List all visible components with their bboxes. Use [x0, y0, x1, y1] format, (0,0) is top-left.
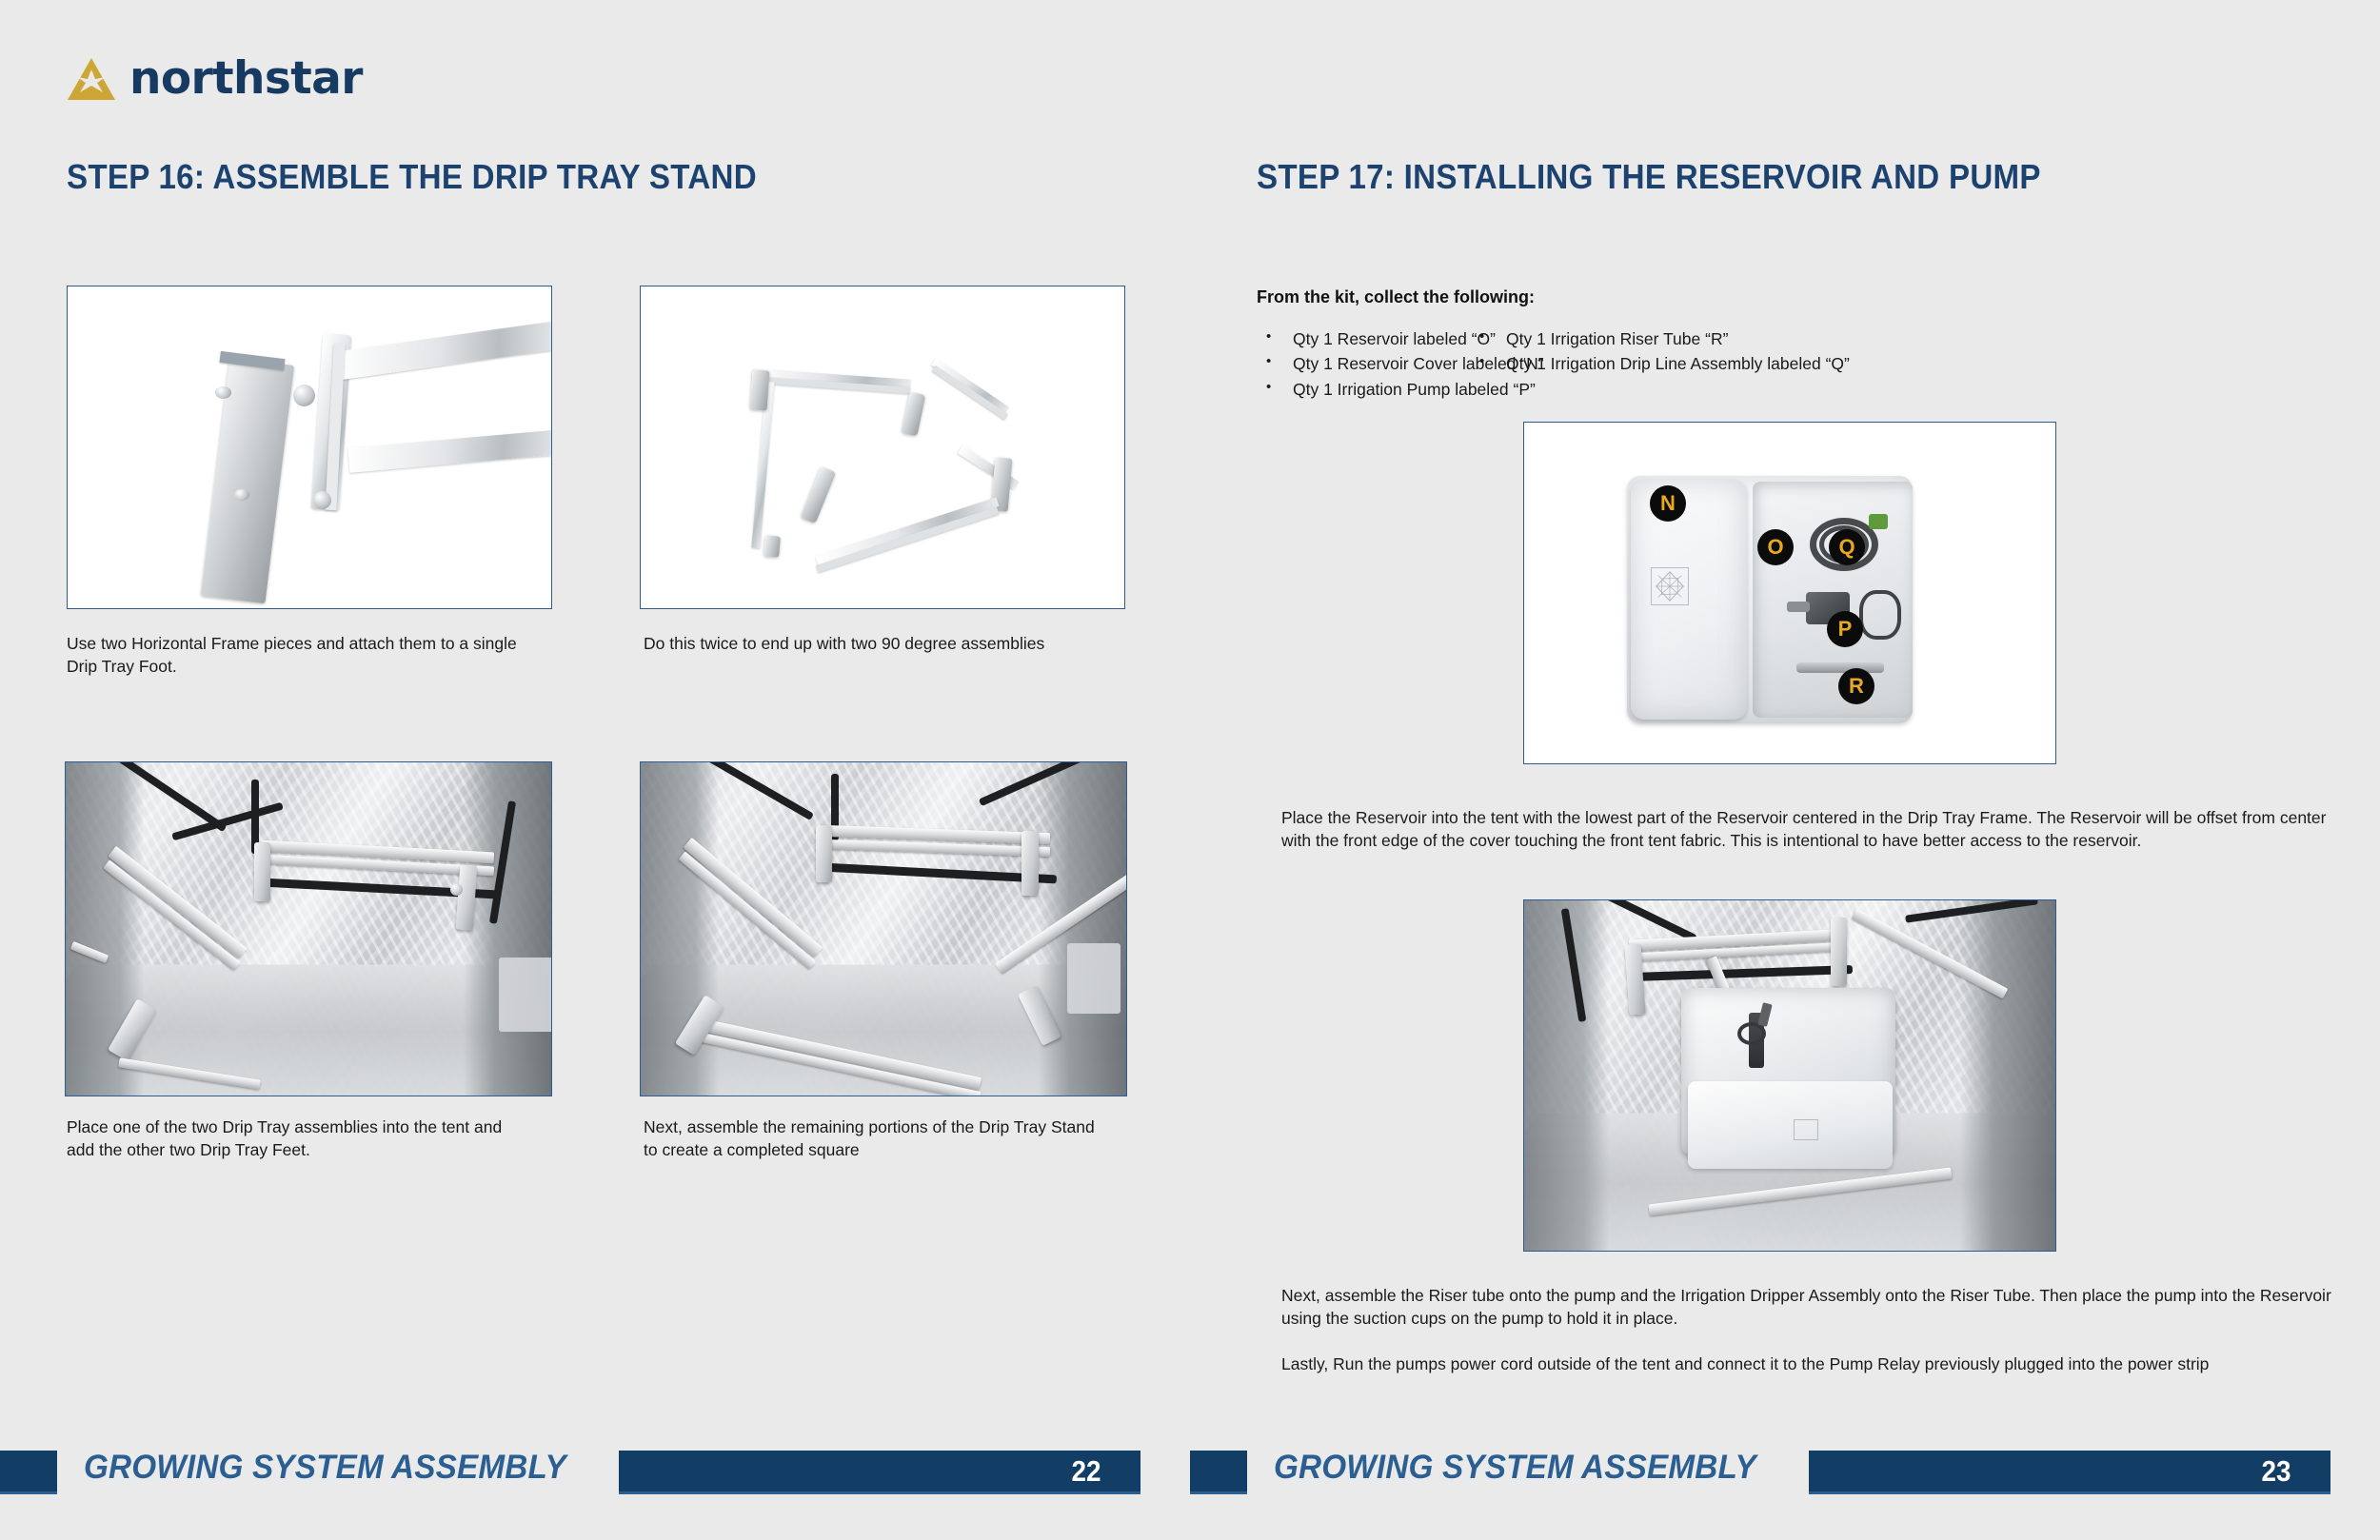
footer-page-23 — [1190, 1451, 2380, 1494]
caption-drip-tray-in-tent: Place one of the two Drip Tray assemblies into the tent and add the other two Drip Tray Feet. — [67, 1117, 503, 1159]
kit-collect-subhead: From the kit, collect the following: — [1257, 287, 1536, 306]
photo-completed-drip-tray-square — [640, 761, 1127, 1096]
footer-left-accent-block — [1190, 1451, 1247, 1494]
callout-badge-Q: Q — [1829, 529, 1865, 565]
caption-frame-pieces: Use two Horizontal Frame pieces and attach them to a single Drip Tray Foot. — [67, 634, 517, 676]
page-number: 23 — [2260, 1454, 2291, 1488]
kit-item: • Qty 1 Irrigation Drip Line Assembly labeled “Q” — [1470, 351, 1850, 376]
footer-page-bar — [619, 1451, 1140, 1494]
callout-badge-P: P — [1827, 611, 1863, 647]
photo-frame-pieces-attached-to-foot — [67, 286, 552, 609]
page-23 — [1190, 0, 2380, 1540]
footer-label: GROWING SYSTEM ASSEMBLY — [1274, 1449, 1756, 1486]
cover-logo-icon — [1651, 567, 1689, 605]
photo-two-ninety-degree-assemblies — [640, 286, 1125, 609]
footer-left-accent-block — [0, 1451, 57, 1494]
footer-page-22 — [0, 1451, 1190, 1494]
page-title-step-16: STEP 16: ASSEMBLE THE DRIP TRAY STAND — [67, 157, 757, 196]
brand-name: northstar — [129, 52, 363, 105]
footer-page-bar — [1809, 1451, 2330, 1494]
kit-items-column-2 — [1470, 326, 1850, 377]
page-number: 22 — [1070, 1454, 1101, 1488]
photo-reservoir-installed-in-tent — [1523, 899, 2056, 1252]
paragraph-assemble-riser-tube: Next, assemble the Riser tube onto the pump and the Irrigation Dripper Assembly onto the Riser Tube. Then place the pump into the Reservoir using the suction cups on the pump to hold it in place. — [1281, 1286, 2331, 1328]
caption-two-assemblies: Do this twice to end up with two 90 degree assemblies — [644, 634, 1045, 653]
callout-badge-O: O — [1757, 529, 1794, 565]
footer-label: GROWING SYSTEM ASSEMBLY — [84, 1449, 566, 1486]
kit-item: • Qty 1 Irrigation Riser Tube “R” — [1470, 326, 1850, 351]
photo-reservoir-kit-contents — [1523, 422, 2056, 764]
kit-item: • Qty 1 Reservoir Cover labeled “N” — [1257, 351, 1544, 376]
paragraph-power-cord: Lastly, Run the pumps power cord outside of the tent and connect it to the Pump Relay previously plugged into the power strip — [1281, 1354, 2210, 1373]
kit-item: • Qty 1 Irrigation Pump labeled “P” — [1257, 377, 1544, 402]
photo-drip-tray-assembly-in-tent — [65, 761, 552, 1096]
callout-badge-R: R — [1838, 668, 1874, 704]
kit-item: • Qty 1 Reservoir labeled “O” — [1257, 326, 1544, 351]
caption-completed-square: Next, assemble the remaining portions of the Drip Tray Stand to create a completed square — [644, 1117, 1095, 1159]
callout-badge-N: N — [1650, 485, 1686, 522]
paragraph-place-reservoir: Place the Reservoir into the tent with the lowest part of the Reservoir centered in the Drip Tray Frame. The Reservoir will be offset from center with the front edge of the cover touching the front tent fabric. This is intentional to have better access to the reservoir. — [1281, 808, 2327, 850]
page-title-step-17: STEP 17: INSTALLING THE RESERVOIR AND PUMP — [1257, 157, 2041, 196]
